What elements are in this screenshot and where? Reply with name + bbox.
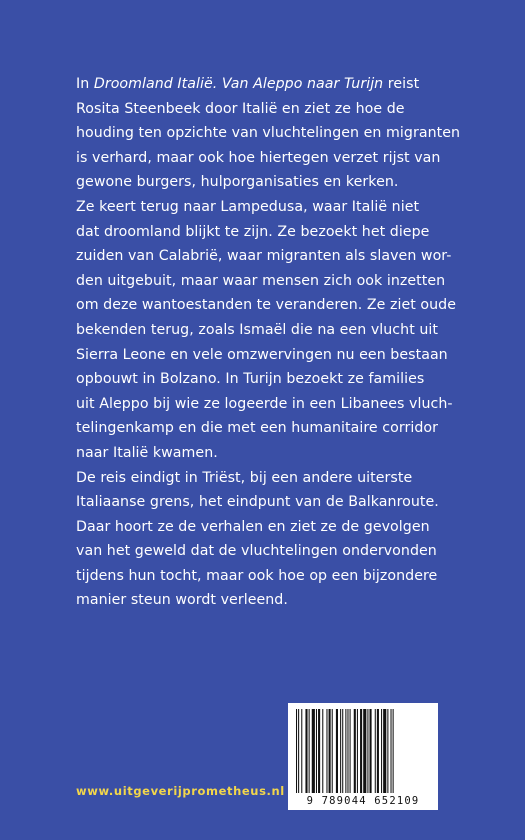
- barcode-bar: [360, 709, 362, 793]
- barcode-bar: [350, 709, 351, 793]
- barcode-bar: [377, 709, 379, 793]
- barcode-bar: [383, 709, 386, 793]
- blurb-line: om deze wantoestanden te veranderen. Ze ziet oude: [76, 297, 457, 314]
- blurb-line: Daar hoort ze de verhalen en ziet ze de gevolgen: [76, 518, 430, 535]
- blurb-line: is verhard, maar ook hoe hiertegen verzet rijst van: [76, 149, 441, 166]
- blurb-text: [76, 72, 476, 613]
- barcode-bar: [322, 709, 323, 793]
- barcode-bar: [345, 709, 346, 793]
- barcode-bar: [363, 709, 366, 793]
- blurb-line: In Droomland Italië. Van Aleppo naar Turijn reist: [76, 76, 420, 92]
- barcode-bars: [294, 709, 432, 793]
- blurb-line: uit Aleppo bij wie ze logeerde in een Libanees vluch-: [76, 395, 453, 412]
- barcode-bar: [375, 709, 376, 793]
- publisher-url[interactable]: www.uitgeverijprometheus.nl: [76, 784, 285, 798]
- barcode-bar: [326, 709, 327, 793]
- blurb-paragraph-3: [76, 466, 476, 614]
- blurb-line: dat droomland blijkt te zijn. Ze bezoekt het diepe: [76, 223, 430, 240]
- barcode-bar: [296, 709, 297, 793]
- barcode-bar: [309, 709, 310, 793]
- barcode-bar: [305, 709, 307, 793]
- barcode-bar: [367, 709, 368, 793]
- barcode-bar: [381, 709, 382, 793]
- barcode-bar: [312, 709, 315, 793]
- barcode-bar: [354, 709, 356, 793]
- blurb-line: van het geweld dat de vluchtelingen ondervonden: [76, 543, 437, 560]
- blurb-line: telingenkamp en die met een humanitaire corridor: [76, 420, 439, 437]
- blurb-line: opbouwt in Bolzano. In Turijn bezoekt ze families: [76, 371, 425, 388]
- barcode-bar: [329, 709, 331, 793]
- isbn-number: 9 789044 652109: [306, 795, 420, 807]
- barcode-bar: [316, 709, 317, 793]
- blurb-line: zuiden van Calabrië, waar migranten als slaven wor-: [76, 248, 452, 265]
- barcode-bar: [318, 709, 320, 793]
- barcode-bar: [370, 709, 372, 793]
- blurb-line: naar Italië kwamen.: [76, 444, 218, 461]
- blurb-line: Rosita Steenbeek door Italië en ziet ze hoe de: [76, 100, 405, 117]
- blurb-line: den uitgebuit, maar waar mensen zich ook inzetten: [76, 272, 446, 289]
- blurb-line: manier steun wordt verleend.: [76, 592, 288, 609]
- barcode-bar: [340, 709, 341, 793]
- blurb-line: gewone burgers, hulporganisaties en kerken.: [76, 174, 399, 191]
- book-title: Droomland Italië. Van Aleppo naar Turijn: [93, 76, 384, 92]
- barcode-bar: [387, 709, 388, 793]
- blurb-line: bekenden terug, zoals Ismaël die na een vlucht uit: [76, 321, 439, 338]
- blurb-paragraph-1: [76, 72, 476, 195]
- blurb-line: Italiaanse grens, het eindpunt van de Balkanroute.: [76, 494, 439, 511]
- blurb-line: De reis eindigt in Triëst, bij een andere uiterste: [76, 469, 413, 486]
- barcode-bar: [336, 709, 338, 793]
- blurb-paragraph-2: [76, 195, 476, 466]
- barcode-bar: [298, 709, 299, 793]
- barcode-bar: [301, 709, 302, 793]
- barcode-bar: [393, 709, 394, 793]
- barcode-bar: [332, 709, 333, 793]
- isbn-barcode: [288, 703, 438, 810]
- blurb-line: houding ten opzichte van vluchtelingen en migranten: [76, 125, 461, 142]
- barcode-bar: [357, 709, 358, 793]
- barcode-bar: [347, 709, 348, 793]
- barcode-bar: [342, 709, 343, 793]
- blurb-line: Sierra Leone en vele omzwervingen nu een bestaan: [76, 346, 448, 363]
- barcode-bar: [391, 709, 392, 793]
- blurb-line: Ze keert terug naar Lampedusa, waar Italië niet: [76, 198, 420, 215]
- blurb-line: tijdens hun tocht, maar ook hoe op een bijzondere: [76, 567, 438, 584]
